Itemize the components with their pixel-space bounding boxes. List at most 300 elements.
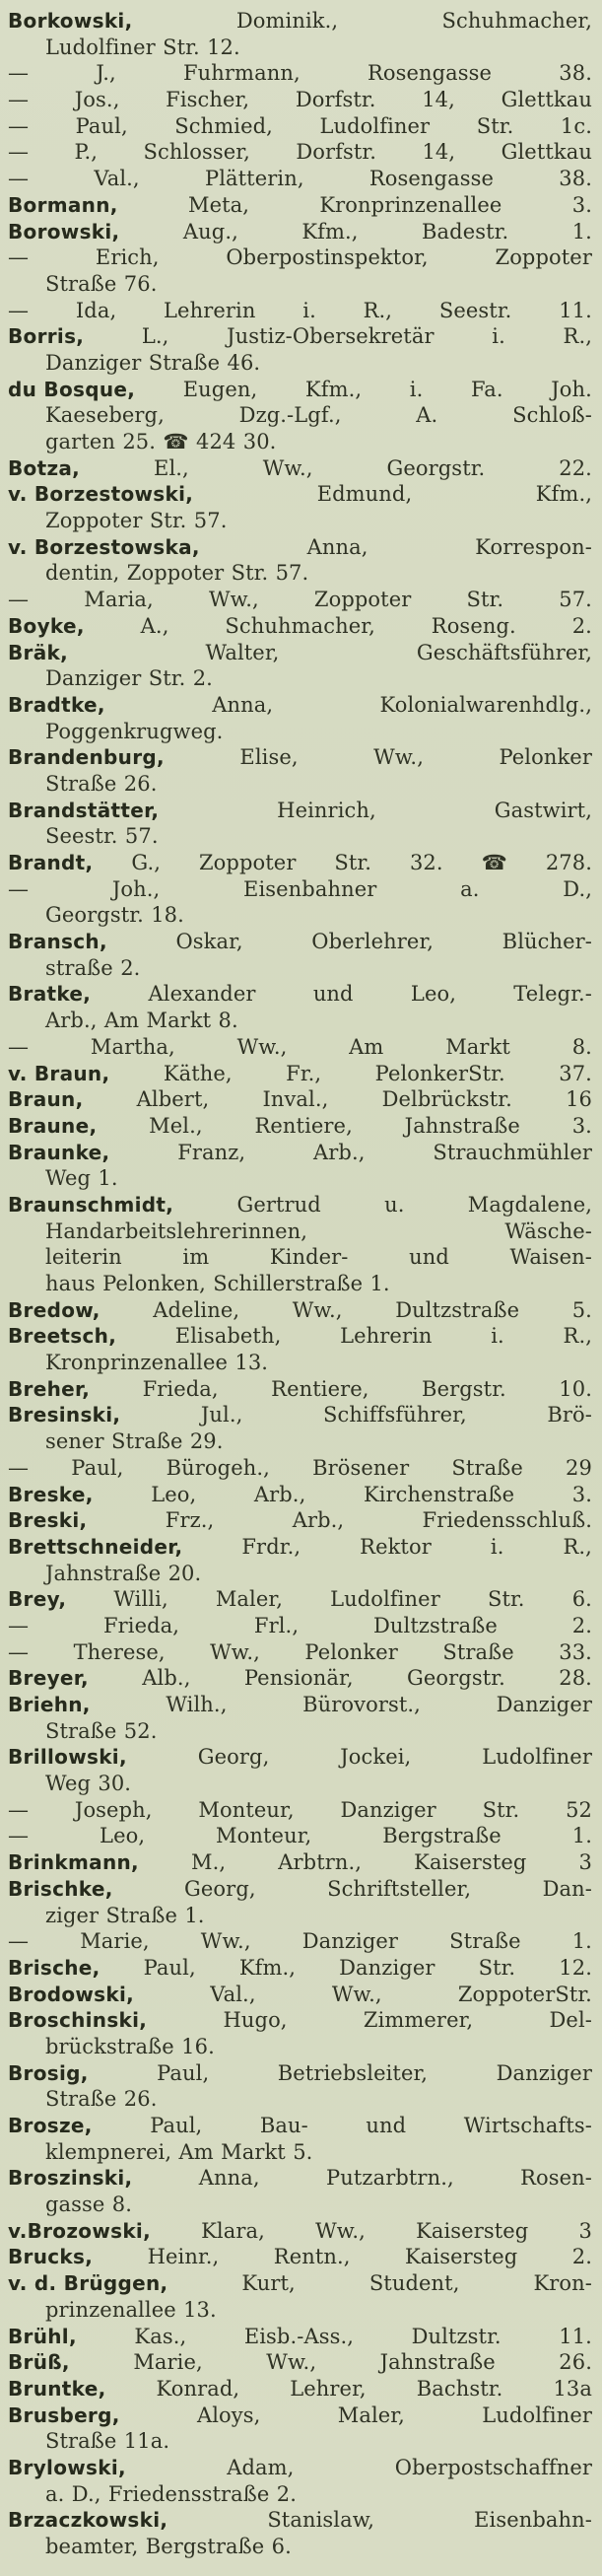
- entry-word: Straße: [45, 771, 117, 796]
- entry-line: [8, 1034, 592, 1061]
- entry-word: Korrespon-: [475, 534, 592, 559]
- surname: Brosig,: [8, 2060, 89, 2085]
- entry-line: [8, 2007, 592, 2034]
- entry-word: 29.: [189, 1429, 224, 1454]
- entry-line: [8, 1534, 592, 1561]
- entry-word: Oberpostinspektor,: [226, 245, 429, 270]
- entry-word: 2.: [571, 1613, 592, 1637]
- entry-word: El.,: [154, 455, 189, 480]
- entry-word: 26.: [123, 2087, 158, 2112]
- entry-word: Seestr.: [438, 298, 512, 322]
- entry-line: [8, 692, 592, 719]
- entry-word: ziger: [45, 1903, 100, 1927]
- entry-word: 1.: [369, 1272, 390, 1295]
- entry-word: 30.: [242, 430, 277, 453]
- entry-word: Straße: [45, 2429, 117, 2454]
- entry-word: Eisenbahner: [243, 876, 377, 901]
- surname: Botza,: [8, 455, 81, 480]
- entry-word: Wilh.,: [166, 1693, 228, 1716]
- entry-word: P.,: [74, 140, 99, 165]
- entry-word: Str.: [148, 666, 186, 691]
- entry-word: Dultzstraße: [372, 1613, 498, 1637]
- entry-continuation-line: [8, 2192, 592, 2218]
- entry-word: Adeline,: [153, 1297, 240, 1322]
- entry-word: Georgstr.: [407, 1666, 505, 1691]
- entry-word: Rosen-: [520, 2166, 592, 2191]
- directory-entry: [8, 2244, 592, 2270]
- surname: Breske,: [8, 1482, 94, 1506]
- entry-word: 38.: [559, 167, 592, 191]
- entry-word: Val.,: [210, 1982, 256, 2006]
- entry-word: Oskar,: [175, 930, 243, 954]
- entry-word: Monteur,: [216, 1824, 312, 1848]
- entry-word: Lehrerin: [164, 298, 256, 322]
- entry-word: Straße: [45, 1718, 117, 1743]
- entry-word: Anna,: [306, 534, 368, 559]
- entry-word: 57.: [559, 588, 592, 612]
- entry-word: Kronprinzenallee: [45, 1351, 229, 1375]
- entry-word: 22.: [559, 455, 592, 480]
- entry-word: Ida,: [75, 298, 117, 322]
- entry-word: brückstraße: [45, 2034, 174, 2058]
- entry-line: [8, 1692, 592, 1718]
- surname: du Bosque,: [8, 377, 136, 401]
- entry-word: Ludolfiner: [45, 35, 156, 59]
- entry-word: 8.: [571, 1034, 592, 1059]
- directory-entry: [8, 323, 592, 376]
- directory-entry: [8, 876, 592, 929]
- entry-word: Am: [103, 1009, 140, 1033]
- entry-word: Rosengasse: [367, 61, 493, 86]
- entry-line: [8, 1876, 592, 1903]
- entry-word: Zimmerer,: [363, 2008, 474, 2033]
- entry-word: Rentiere,: [271, 1376, 369, 1401]
- surname: Brylowski,: [8, 2455, 126, 2479]
- entry-word: Ww.,: [262, 455, 313, 480]
- directory-entry: [8, 1507, 592, 1534]
- entry-word: —: [8, 298, 30, 322]
- entry-word: Paul,: [75, 113, 128, 138]
- directory-entry: [8, 692, 592, 744]
- surname: Borris,: [8, 324, 85, 349]
- entry-word: Ww.,: [373, 745, 424, 770]
- surname: Brische,: [8, 1955, 100, 1980]
- entry-word: 14,: [422, 140, 456, 165]
- surname: Brinkmann,: [8, 1850, 139, 1875]
- directory-entry: [8, 192, 592, 219]
- surname: Bräk,: [8, 640, 69, 664]
- entry-line: [8, 1586, 592, 1613]
- entry-word: Glettkau: [501, 88, 592, 112]
- telephone-icon: ☎: [481, 851, 507, 874]
- entry-word: Kfm.,: [304, 377, 363, 401]
- entry-word: Maler,: [215, 1587, 283, 1612]
- entry-continuation-line: [8, 1008, 592, 1034]
- entry-word: J.,: [96, 61, 116, 86]
- entry-word: gasse: [45, 2193, 105, 2217]
- entry-word: Seestr.: [45, 824, 118, 849]
- directory-entry: [8, 1455, 592, 1482]
- directory-entry: [8, 640, 592, 692]
- directory-entry: [8, 744, 592, 797]
- entry-word: 424: [196, 430, 236, 453]
- entry-word: Monteur,: [198, 1797, 295, 1822]
- entry-word: 28.: [559, 1666, 592, 1691]
- entry-word: Georgstr.: [386, 455, 486, 480]
- entry-word: 1.: [184, 1903, 205, 1927]
- surname: Brodowski,: [8, 1982, 135, 2006]
- entry-word: Blücher-: [502, 930, 592, 954]
- entry-word: 11.: [559, 2324, 592, 2348]
- entry-word: 57.: [193, 509, 228, 533]
- entry-line: [8, 2376, 592, 2402]
- entry-word: Jul.,: [200, 1403, 243, 1427]
- entry-word: a.: [460, 876, 480, 901]
- directory-entry: [8, 113, 592, 140]
- entry-word: Kirchenstraße: [363, 1482, 515, 1506]
- directory-entry: [8, 377, 592, 455]
- entry-line: [8, 113, 592, 140]
- entry-word: Rosengasse: [368, 167, 495, 191]
- surname: Brandstätter,: [8, 798, 160, 822]
- entry-line: [8, 1192, 592, 1218]
- entry-line: [8, 8, 592, 35]
- entry-word: 1c.: [560, 113, 592, 138]
- entry-word: —: [8, 876, 30, 901]
- entry-word: 20.: [167, 1561, 202, 1585]
- entry-continuation-line: [8, 1218, 592, 1245]
- entry-word: Bachstr.: [416, 2376, 503, 2401]
- surname: Brusberg,: [8, 2402, 120, 2427]
- entry-word: Arb.,: [292, 1508, 345, 1533]
- entry-line: [8, 850, 592, 876]
- entry-word: Eisb.-Ass.,: [243, 2324, 355, 2348]
- entry-word: garten: [45, 430, 115, 453]
- entry-word: Danziger: [45, 666, 142, 691]
- directory-entry: [8, 1061, 592, 1087]
- entry-word: Straße: [111, 1429, 183, 1454]
- surname: Brosze,: [8, 2114, 93, 2137]
- entry-word: 1.: [571, 1929, 592, 1954]
- entry-word: Straße: [449, 1929, 521, 1954]
- entry-word: Jockei,: [340, 1745, 412, 1770]
- entry-word: Kolonialwarenhdlg.,: [379, 692, 592, 717]
- entry-word: Markt: [146, 1009, 212, 1033]
- entry-word: 3: [578, 1850, 592, 1875]
- entry-word: Paul,: [71, 1455, 124, 1480]
- directory-entry: [8, 455, 592, 482]
- directory-entry: [8, 139, 592, 166]
- entry-word: 6.: [571, 1587, 592, 1612]
- entry-word: Poggenkrugweg.: [45, 719, 224, 743]
- entry-word: Rektor: [360, 1534, 432, 1559]
- entry-word: —: [8, 245, 30, 270]
- directory-entry: [8, 1192, 592, 1297]
- entry-word: Anna,: [198, 2166, 260, 2191]
- entry-word: Kaisersteg: [414, 1850, 527, 1875]
- entry-line: [8, 1955, 592, 1982]
- entry-line: [8, 2165, 592, 2192]
- entry-word: Leo,: [151, 1482, 197, 1506]
- entry-word: Georgstr.: [45, 903, 144, 928]
- entry-word: —: [8, 113, 30, 138]
- entry-line: [8, 1140, 592, 1166]
- entry-word: Zoppoter: [495, 245, 592, 270]
- entry-line: [8, 1849, 592, 1876]
- entry-word: Paul,: [157, 2060, 210, 2085]
- entry-word: Danziger: [496, 1693, 592, 1716]
- entry-word: Weg: [45, 1166, 92, 1191]
- entry-line: [8, 1482, 592, 1508]
- entry-line: [8, 2349, 592, 2376]
- surname: Bradtke,: [8, 692, 105, 717]
- entry-word: 52: [566, 1797, 592, 1822]
- directory-entry: [8, 1586, 592, 1613]
- surname: Breyer,: [8, 1666, 89, 1691]
- entry-continuation-line: [8, 902, 592, 929]
- entry-word: —: [8, 140, 30, 165]
- surname: Breetsch,: [8, 1324, 117, 1349]
- entry-word: und: [366, 2114, 407, 2137]
- surname: Bruntke,: [8, 2376, 106, 2401]
- entry-continuation-line: [8, 2534, 592, 2560]
- entry-word: Del-: [549, 2008, 592, 2033]
- entry-line: [8, 1323, 592, 1350]
- directory-entry: [8, 1113, 592, 1140]
- entry-word: —: [8, 1797, 30, 1822]
- entry-word: Ludolfiner: [482, 1745, 592, 1770]
- entry-word: Pensionär,: [243, 1666, 354, 1691]
- entry-line: [8, 1797, 592, 1824]
- entry-word: Schillerstraße: [213, 1272, 364, 1295]
- entry-line: [8, 640, 592, 666]
- entry-word: Oberlehrer,: [311, 930, 435, 954]
- directory-entry: [8, 613, 592, 640]
- entry-word: Heinrich,: [277, 798, 376, 822]
- directory-entry: [8, 1140, 592, 1192]
- entry-word: Telegr.-: [513, 982, 592, 1007]
- entry-word: Str.: [149, 509, 187, 533]
- entry-continuation-line: [8, 1771, 592, 1797]
- entry-word: Gertrud: [236, 1192, 321, 1217]
- surname: Broszinski,: [8, 2166, 133, 2191]
- surname: Brandenburg,: [8, 745, 165, 770]
- entry-word: —: [8, 61, 30, 86]
- entry-word: 33.: [559, 1639, 592, 1664]
- entry-word: 14,: [422, 88, 455, 112]
- entry-word: Str.: [163, 35, 200, 59]
- entry-continuation-line: [8, 1271, 592, 1297]
- entry-line: [8, 244, 592, 271]
- entry-word: Friedensschluß.: [422, 1508, 592, 1533]
- entry-word: Klara,: [201, 2218, 265, 2243]
- entry-word: 13a: [553, 2376, 592, 2401]
- entry-word: M.,: [191, 1850, 227, 1875]
- directory-entry: [8, 587, 592, 613]
- directory-entry: [8, 87, 592, 113]
- entry-line: [8, 534, 592, 561]
- entry-word: Plätterin,: [204, 167, 304, 191]
- surname: Bresinski,: [8, 1403, 121, 1427]
- surname: Borowski,: [8, 219, 120, 244]
- entry-word: Ww.,: [331, 1982, 382, 2006]
- entry-word: 13.: [234, 1351, 269, 1375]
- directory-entry: [8, 1482, 592, 1508]
- entry-word: Friedensstraße: [107, 2481, 270, 2506]
- directory-entry: [8, 2165, 592, 2217]
- entry-word: i.: [492, 324, 505, 349]
- entry-continuation-line: [8, 1350, 592, 1376]
- entry-word: Str.: [466, 588, 504, 612]
- entry-line: [8, 2507, 592, 2534]
- entry-word: 12.: [559, 1955, 592, 1980]
- directory-entry: [8, 2007, 592, 2059]
- entry-word: Str.: [334, 851, 372, 874]
- surname: Breski,: [8, 1508, 88, 1533]
- entry-word: Schiffsführer,: [322, 1403, 467, 1427]
- entry-continuation-line: [8, 719, 592, 745]
- entry-word: Adam,: [227, 2455, 295, 2479]
- entry-word: 32.: [409, 851, 443, 874]
- entry-word: Zoppoter: [126, 561, 225, 586]
- entry-line: [8, 60, 592, 87]
- entry-word: Walter,: [205, 640, 280, 664]
- entry-word: Eugen,: [182, 377, 258, 401]
- entry-word: 29: [566, 1455, 592, 1480]
- entry-line: [8, 587, 592, 613]
- surname: v. Braun,: [8, 1061, 110, 1085]
- entry-word: Straße: [148, 350, 221, 375]
- directory-entry: [8, 60, 592, 87]
- directory-entry: [8, 2324, 592, 2350]
- entry-word: Danziger: [301, 1929, 399, 1954]
- entry-continuation-line: [8, 429, 592, 455]
- entry-word: Kurt,: [241, 2271, 296, 2296]
- entry-continuation-line: [8, 665, 592, 692]
- entry-word: Straße: [442, 1639, 514, 1664]
- surname: v. Borzestowska,: [8, 534, 200, 559]
- entry-word: 3: [578, 2218, 592, 2243]
- entry-word: Ludolfiner: [319, 113, 431, 138]
- surname: Boyke,: [8, 613, 85, 638]
- entry-word: Aloys,: [196, 2402, 261, 2427]
- entry-word: Kronprinzenallee: [319, 192, 502, 217]
- entry-word: Rentn.,: [273, 2245, 351, 2269]
- entry-word: Fa.: [470, 377, 503, 401]
- entry-word: Magdalene,: [467, 1192, 592, 1217]
- entry-word: Roseng.: [431, 613, 516, 638]
- entry-word: Rentiere,: [254, 1113, 353, 1138]
- entry-word: Inval.,: [262, 1087, 329, 1112]
- entry-word: Stanislaw,: [267, 2508, 375, 2533]
- directory-entry: [8, 1982, 592, 2008]
- surname: v.Brozowski,: [8, 2218, 151, 2243]
- entry-word: G.,: [131, 851, 162, 874]
- entry-word: dentin,: [45, 561, 120, 586]
- entry-word: Dultzstraße: [395, 1297, 520, 1322]
- entry-word: Dominik.,: [235, 9, 339, 33]
- entry-word: A.: [416, 403, 438, 428]
- entry-word: Bergstraße: [382, 1824, 502, 1848]
- entry-word: Arb.,: [313, 1140, 366, 1164]
- entry-word: Erich,: [95, 245, 160, 270]
- entry-line: [8, 2324, 592, 2350]
- entry-word: Str.: [487, 1587, 525, 1612]
- entry-word: Maria,: [84, 588, 154, 612]
- entry-word: 38.: [559, 61, 592, 86]
- entry-word: Jahnstraße: [404, 1113, 520, 1138]
- entry-word: Lehrerin: [340, 1324, 433, 1349]
- entry-word: D.,: [71, 2481, 101, 2506]
- entry-continuation-line: [8, 955, 592, 982]
- entry-word: Martha,: [90, 1034, 175, 1059]
- directory-entry: [8, 8, 592, 60]
- entry-continuation-line: [8, 2139, 592, 2166]
- entry-continuation-line: [8, 2086, 592, 2113]
- entry-word: Bergstr.: [422, 1376, 506, 1401]
- entry-continuation-line: [8, 2428, 592, 2455]
- directory-entry: [8, 1665, 592, 1692]
- entry-word: Waisen-: [509, 1245, 592, 1270]
- entry-word: Am: [349, 1034, 384, 1059]
- entry-word: Jos.,: [74, 88, 120, 112]
- entry-word: Elise,: [239, 745, 299, 770]
- entry-word: Hugo,: [223, 2008, 288, 2033]
- entry-word: Bau-: [259, 2114, 308, 2137]
- entry-line: [8, 219, 592, 245]
- entry-word: Kinder-: [269, 1245, 349, 1270]
- entry-word: Betriebsleiter,: [277, 2060, 429, 2085]
- entry-word: Anna,: [212, 692, 274, 717]
- entry-word: Arb.,: [45, 1009, 98, 1033]
- entry-word: Ww.,: [292, 1297, 343, 1322]
- entry-word: 13.: [183, 2297, 217, 2322]
- entry-word: Dorfstr.: [296, 140, 377, 165]
- entry-word: A.,: [140, 613, 169, 638]
- entry-word: Alexander: [148, 982, 256, 1007]
- surname: Brandt,: [8, 851, 94, 874]
- entry-word: i.: [302, 298, 316, 322]
- entry-word: Edmund,: [316, 482, 413, 507]
- entry-word: Kaisersteg: [405, 2245, 518, 2269]
- directory-entry: [8, 1823, 592, 1849]
- entry-word: Markt: [445, 1034, 510, 1059]
- directory-entry: [8, 2376, 592, 2402]
- entry-word: Str.: [231, 561, 269, 586]
- directory-entry: [8, 2113, 592, 2165]
- entry-word: —: [8, 1929, 30, 1954]
- entry-word: 11.: [559, 298, 592, 322]
- directory-entry: [8, 2455, 592, 2507]
- entry-word: Str.: [478, 1955, 516, 1980]
- entry-word: Aug.,: [182, 219, 238, 244]
- surname: Brühl,: [8, 2324, 77, 2348]
- entry-word: Justiz-Obersekretär: [227, 324, 435, 349]
- entry-word: Lehrer,: [290, 2376, 367, 2401]
- entry-word: 1.: [571, 219, 592, 244]
- directory-entry: [8, 929, 592, 981]
- directory-entry: [8, 1797, 592, 1824]
- entry-word: Zoppoter: [313, 588, 412, 612]
- entry-line: [8, 2244, 592, 2270]
- entry-word: Putzarbtrn.,: [326, 2166, 454, 2191]
- surname: Breher,: [8, 1376, 91, 1401]
- entry-word: 16.: [181, 2034, 215, 2058]
- entry-line: [8, 1613, 592, 1639]
- surname: Borkowski,: [8, 9, 133, 33]
- entry-line: [8, 2270, 592, 2297]
- entry-word: 52.: [123, 1718, 158, 1743]
